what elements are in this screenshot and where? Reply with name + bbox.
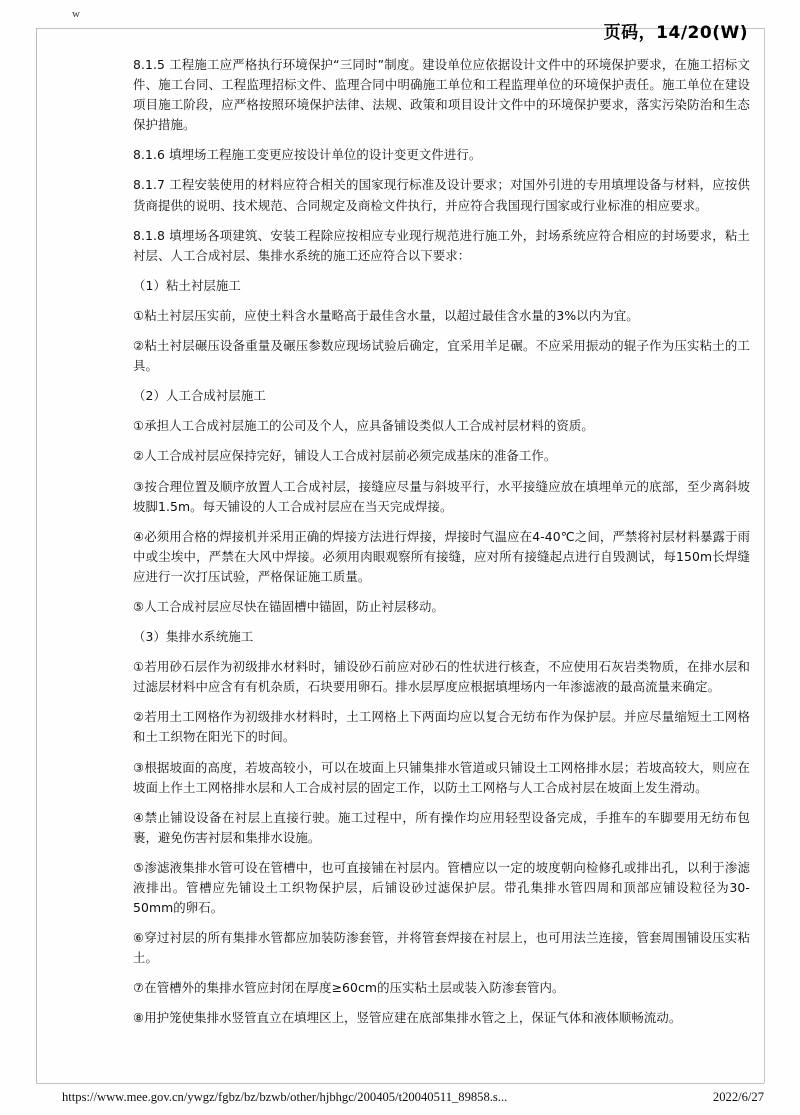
paragraph-8-1-8: 8.1.8 填埋场各项建筑、安装工程除应按相应专业现行规范进行施工外，封场系统应符合相应的封场要求，粘土衬层、人工合成衬层、集排水系统的施工还应符合以下要求：	[133, 227, 750, 263]
item-clay-2: ②粘土衬层碾压设备重量及碾压参数应现场试验后确定，宜采用羊足碾。不应采用振动的辊子作为压实粘土的工具。	[133, 338, 750, 374]
item-drainage-6: ⑥穿过衬层的所有集排水管都应加装防渗套管，并将管套焊接在衬层上，也可用法兰连接，管套周围铺设压实粘土。	[133, 930, 750, 966]
footer-print-date: 2022/6/27	[712, 1090, 764, 1104]
item-synthetic-4: ④必须用合格的焊接机并采用正确的焊接方法进行焊接，焊接时气温应在4-40℃之间，严禁将衬层材料暴露于雨中或尘埃中，严禁在大风中焊接。必须用肉眼观察所有接缝，应对所有接缝起点进行自毁测试，每150m长焊缝应进行一次打压试验，严格保证施工质量。	[133, 528, 750, 584]
page-border-right	[764, 28, 765, 1083]
item-drainage-1: ①若用砂石层作为初级排水材料时，铺设砂石前应对砂石的性状进行核查，不应使用石灰岩类物质，在排水层和过滤层材料中应含有有机杂质，石块要用卵石。排水层厚度应根据填埋场内一年渗滤液的最高流量来确定。	[133, 659, 750, 695]
paragraph-8-1-5: 8.1.5 工程施工应严格执行环境保护“三同时”制度。建设单位应依据设计文件中的环境保护要求，在施工招标文件、施工台同、工程监理招标文件、监理合同中明确施工单位和工程监理单位的环境保护责任。施工单位在建设项目施工阶段，应严格按照环境保护法律、法规、政策和项目设计文件中的环境保护要求，落实污染防治和生态保护措施。	[133, 57, 750, 133]
item-drainage-3: ③根据坡面的高度，若坡高较小，可以在坡面上只铺集排水管道或只铺设土工网格排水层；若坡高较大，则应在坡面上作土工网格排水层和人工合成衬层的固定工作，以防土工网格与人工合成衬层在坡面上发生滑动。	[133, 759, 750, 795]
item-synthetic-2: ②人工合成衬层应保持完好，铺设人工合成衬层前必须完成基床的准备工作。	[133, 448, 557, 464]
item-drainage-7: ⑦在管槽外的集排水管应封闭在厚度≥60cm的压实粘土层或装入防渗套管内。	[133, 980, 565, 996]
item-synthetic-5: ⑤人工合成衬层应尽快在锚固槽中锚固，防止衬层移动。	[133, 598, 444, 614]
corner-watermark: w	[72, 8, 80, 20]
item-drainage-8: ⑧用护笼使集排水竖管直立在填埋区上，竖管应建在底部集排水管之上，保证气体和液体顺畅流动。	[133, 1010, 682, 1026]
paragraph-8-1-7: 8.1.7 工程安装使用的材料应符合相关的国家现行标准及设计要求；对国外引进的专用填埋设备与材料，应按供货商提供的说明、技术规范、合同规定及商检文件执行，并应符合我国现行国家或行业标准的相应要求。	[133, 177, 750, 213]
section-heading-clay-liner: （1）粘土衬层施工	[133, 277, 241, 293]
footer-source-url: https://www.mee.gov.cn/ywgz/fgbz/bz/bzwb/other/hjbhgc/200405/t20040511_89858.s...	[62, 1090, 508, 1104]
item-synthetic-3: ③按合理位置及顺序放置人工合成衬层，接缝应尽量与斜坡平行，水平接缝应放在填埋单元的底部，至少离斜坡坡脚1.5m。每天铺设的人工合成衬层应在当天完成焊接。	[133, 478, 750, 514]
item-synthetic-1: ①承担人工合成衬层施工的公司及个人，应具备铺设类似人工合成衬层材料的资质。	[133, 418, 594, 434]
document-body	[105, 55, 750, 1039]
page-number-label: 页码，14/20(W)	[603, 23, 748, 43]
section-heading-drainage-system: （3）集排水系统施工	[133, 629, 254, 645]
item-drainage-2: ②若用土工网格作为初级排水材料时，土工网格上下两面均应以复合无纺布作为保护层。并应尽量缩短土工网格和土工织物在阳光下的时间。	[133, 709, 750, 745]
section-heading-synthetic-liner: （2）人工合成衬层施工	[133, 388, 266, 404]
page-border-bottom	[36, 1083, 764, 1084]
item-clay-1: ①粘土衬层压实前，应使土料含水量略高于最佳含水量，以超过最佳含水量的3%以内为宜。	[133, 307, 639, 323]
page-border-left	[36, 28, 37, 1083]
item-drainage-5: ⑤渗滤液集排水管可设在管槽中，也可直接铺在衬层内。管槽应以一定的坡度朝向检修孔或排出孔，以利于渗滤液排出。管槽应先铺设土工织物保护层，后铺设砂过滤保护层。带孔集排水管四周和顶部应铺设粒径为30-50mm的卵石。	[133, 859, 750, 916]
paragraph-8-1-6: 8.1.6 填埋场工程施工变更应按设计单位的设计变更文件进行。	[133, 147, 482, 163]
item-drainage-4: ④禁止铺设设备在衬层上直接行驶。施工过程中，所有操作均应用轻型设备完成，手推车的车脚要用无纺布包裹，避免伤害衬层和集排水设施。	[133, 809, 750, 845]
